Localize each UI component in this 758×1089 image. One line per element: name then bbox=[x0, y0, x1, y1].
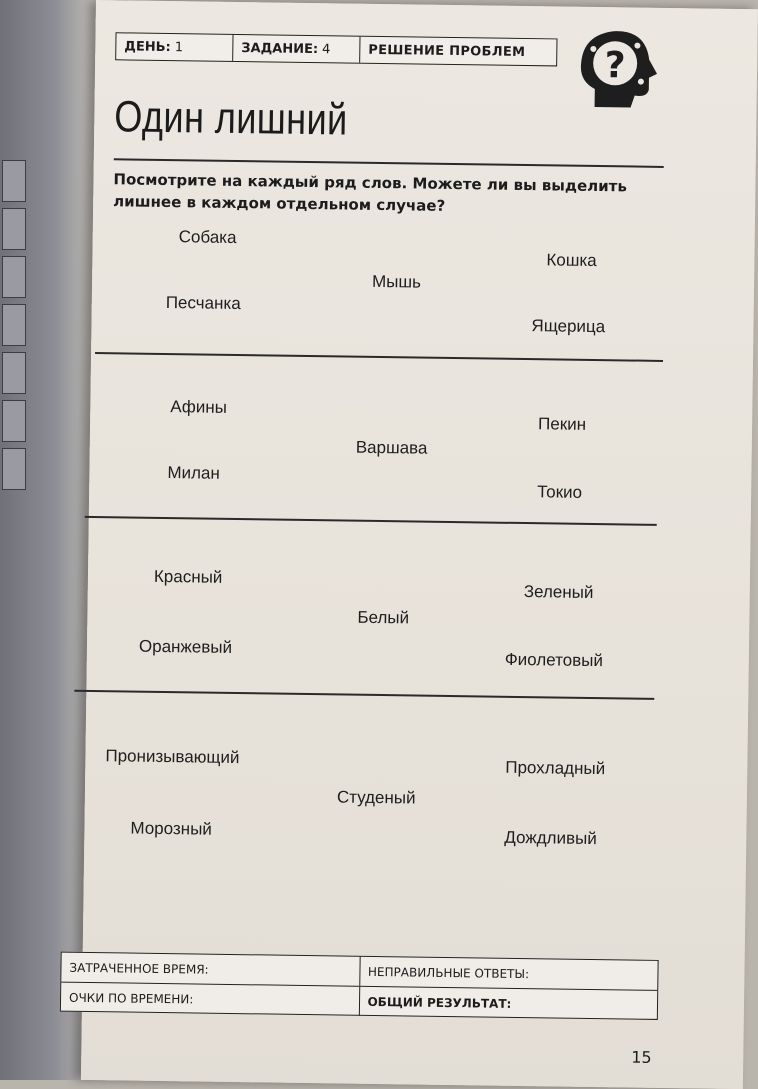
word-item: Мышь bbox=[371, 271, 422, 292]
title-divider bbox=[114, 158, 664, 167]
page-edge-tab bbox=[2, 208, 26, 250]
page-edge-tab bbox=[2, 160, 26, 202]
page-edge-tab bbox=[2, 304, 26, 346]
page-edge-tab bbox=[2, 448, 26, 490]
word-item: Кошка bbox=[546, 250, 597, 271]
svg-text:?: ? bbox=[604, 45, 626, 87]
word-item: Собака bbox=[178, 227, 237, 247]
word-item: Красный bbox=[153, 566, 223, 587]
time-spent-label: ЗАТРАЧЕННОЕ ВРЕМЯ: bbox=[61, 953, 360, 986]
word-item: Милан bbox=[167, 463, 220, 483]
time-points-label: ОЧКИ ПО ВРЕМЕНИ: bbox=[61, 983, 360, 1016]
word-item: Прохладный bbox=[505, 757, 606, 779]
group-divider bbox=[85, 516, 657, 525]
word-item: Студеный bbox=[336, 787, 416, 808]
book-page bbox=[68, 0, 758, 1089]
page-edge-tab bbox=[2, 256, 26, 298]
head-question-icon bbox=[564, 19, 665, 120]
day-label: ДЕНЬ: bbox=[124, 38, 171, 55]
page-edge-tab bbox=[2, 400, 26, 442]
word-item: Токио bbox=[537, 482, 583, 502]
word-item: Оранжевый bbox=[138, 636, 233, 657]
word-item: Афины bbox=[170, 397, 228, 417]
word-item: Дождливый bbox=[504, 827, 597, 849]
word-item: Ящерица bbox=[531, 316, 606, 337]
word-item: Песчанка bbox=[165, 293, 241, 314]
instruction-text: Посмотрите на каждый ряд слов. Можете ли вы выделить лишнее в каждом отдельном случае? bbox=[113, 170, 628, 215]
wrong-answers-label: НЕПРАВИЛЬНЫЕ ОТВЕТЫ: bbox=[367, 964, 530, 981]
score-table bbox=[60, 952, 659, 1020]
word-item: Пекин bbox=[537, 414, 587, 434]
page-number: 15 bbox=[631, 1047, 652, 1067]
group-divider bbox=[95, 352, 663, 361]
page-title: Один лишний bbox=[114, 92, 349, 145]
word-item: Варшава bbox=[355, 437, 428, 458]
word-item: Морозный bbox=[130, 818, 213, 839]
task-cell bbox=[233, 35, 360, 63]
category-cell bbox=[360, 37, 533, 65]
word-item: Зеленый bbox=[523, 582, 594, 603]
page-header bbox=[115, 32, 557, 66]
task-value: 4 bbox=[322, 41, 331, 57]
word-item: Белый bbox=[357, 607, 410, 628]
day-value: 1 bbox=[174, 39, 184, 55]
page-edge-tab bbox=[2, 352, 26, 394]
task-label: ЗАДАНИЕ: bbox=[241, 40, 319, 57]
category-label: РЕШЕНИЕ ПРОБЛЕМ bbox=[368, 42, 526, 60]
word-item: Фиолетовый bbox=[504, 649, 604, 671]
total-score-label: ОБЩИЙ РЕЗУЛЬТАТ: bbox=[367, 994, 512, 1011]
day-cell bbox=[116, 33, 233, 61]
group-divider bbox=[74, 690, 654, 700]
word-item: Пронизывающий bbox=[105, 746, 240, 768]
